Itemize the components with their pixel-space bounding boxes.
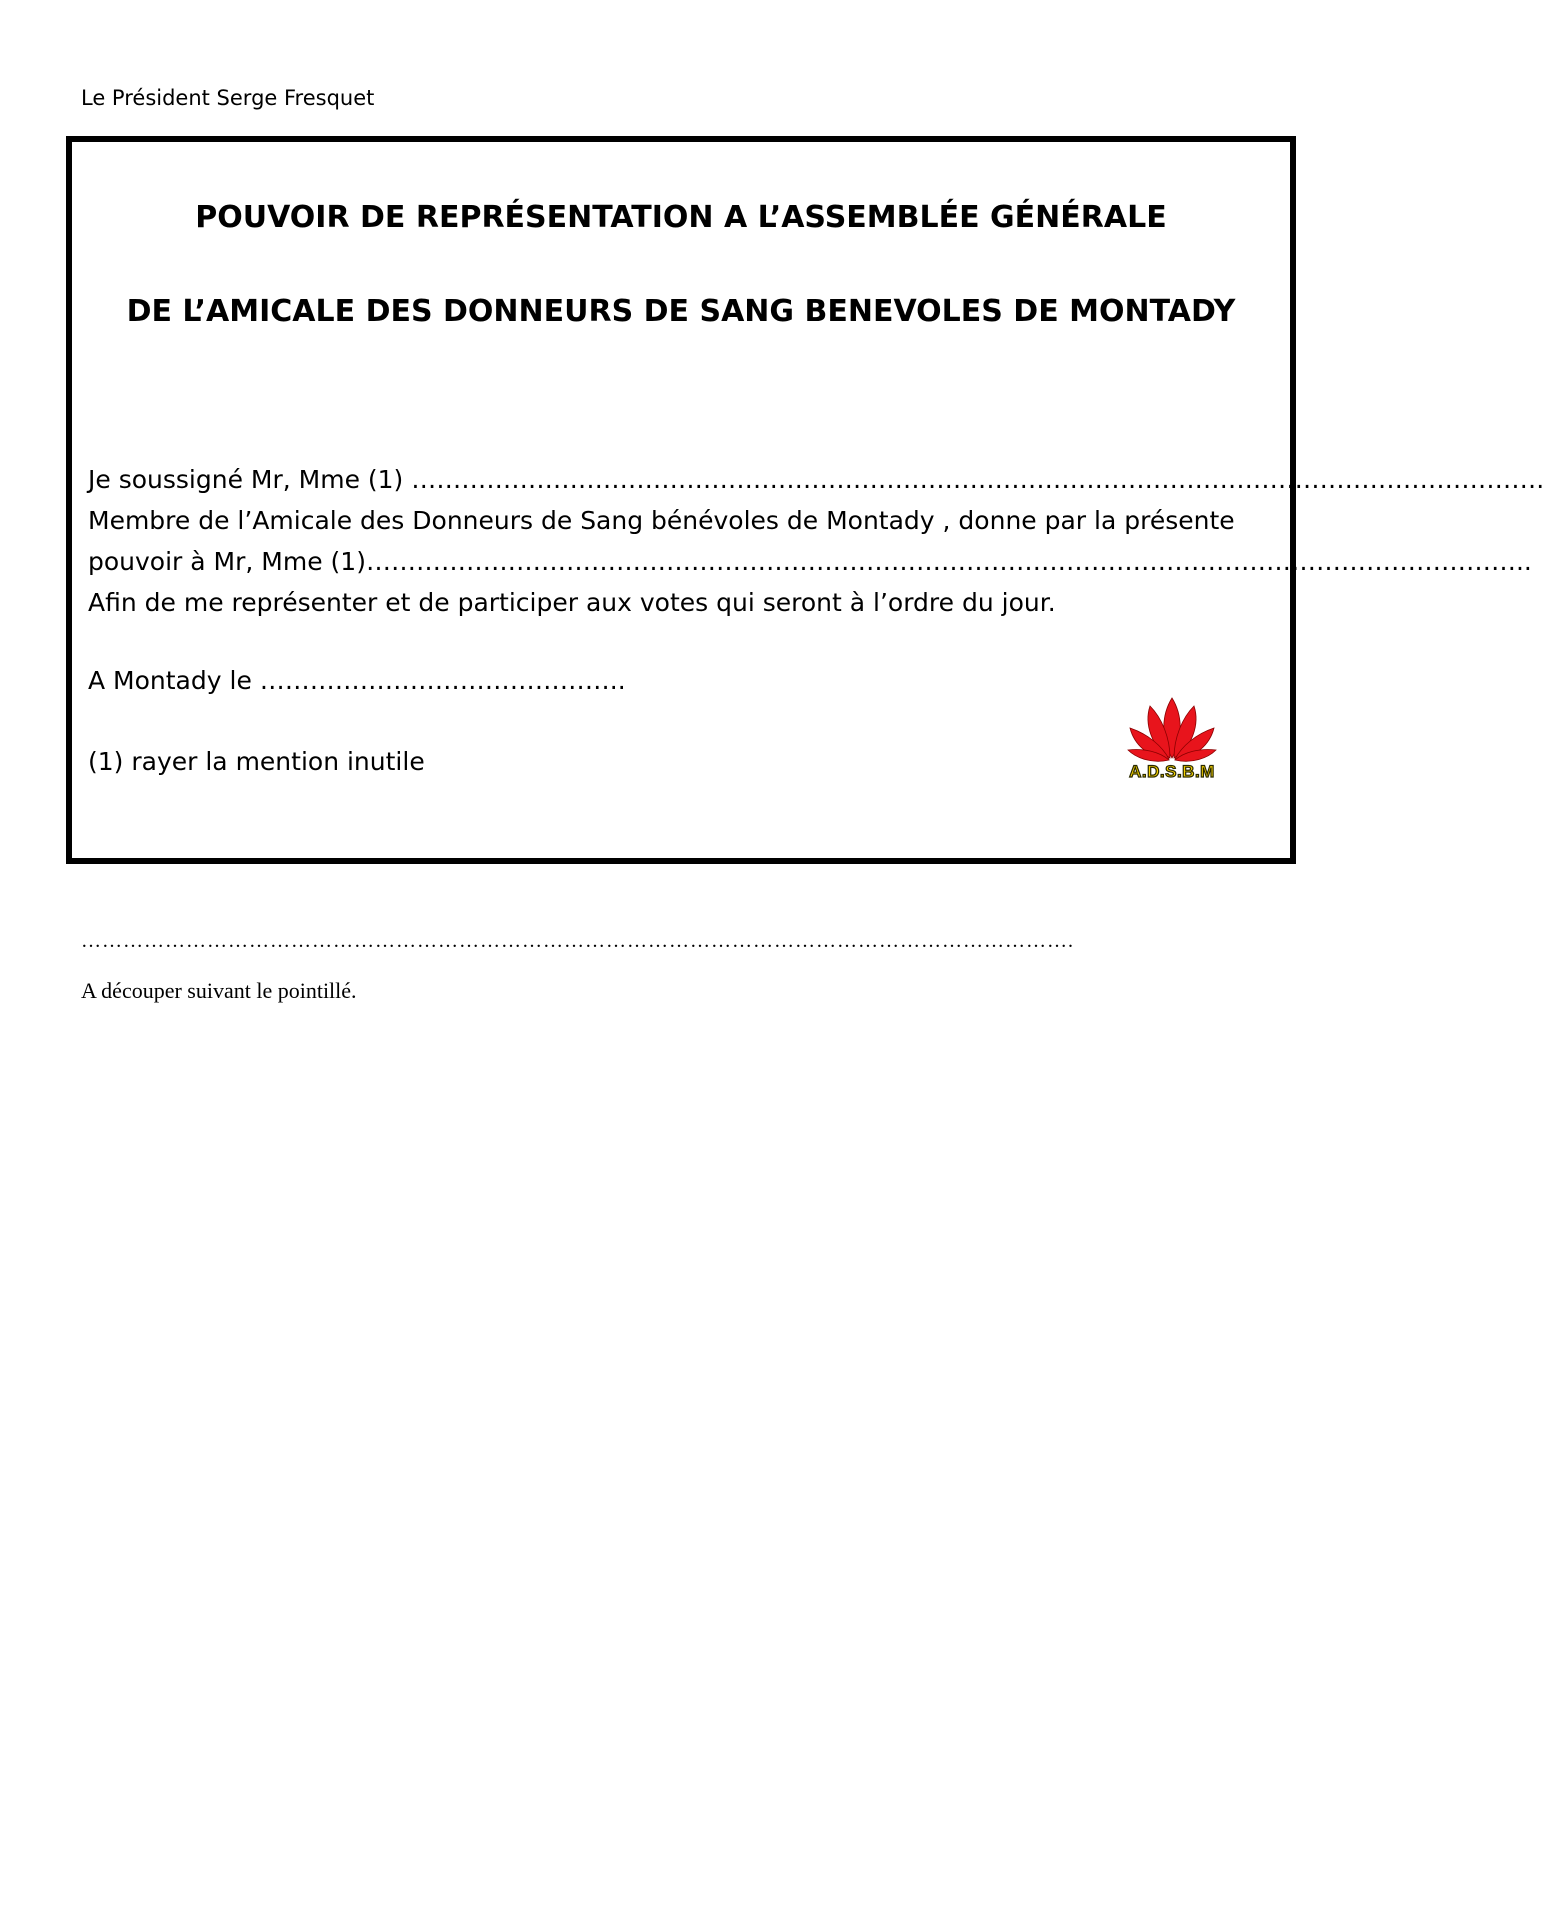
undersigned-line: Je soussigné Mr, Mme (1) ………………………………………………………………………………………………………………………. (88, 465, 1544, 494)
proxy-form-box (66, 136, 1544, 864)
purpose-line: Afin de me représenter et de participer aux votes qui seront à l’ordre du jour. (88, 588, 1056, 617)
cut-instruction: A découper suivant le pointillé. (81, 978, 357, 1003)
adsbm-logo (1122, 692, 1222, 792)
member-line: Membre de l’Amicale des Donneurs de Sang bénévoles de Montady , donne par la présente (88, 506, 1235, 535)
form-title-line-2: DE L’AMICALE DES DONNEURS DE SANG BENEVOLES DE MONTADY (126, 294, 1236, 329)
footnote: (1) rayer la mention inutile (88, 747, 425, 776)
form-title-line-1: POUVOIR DE REPRÉSENTATION A L’ASSEMBLÉE GÉNÉRALE (195, 200, 1167, 235)
logo-text: A.D.S.B.M (1129, 762, 1215, 781)
president-signature: Le Président Serge Fresquet (81, 86, 375, 110)
petal-flower-icon (1122, 692, 1222, 764)
proxy-holder-line: pouvoir à Mr, Mme (1)………………………………………………………………………………………………………………………….. (88, 547, 1532, 576)
dotted-cut-line: ……………………………………………………………………………………………………………………………. (81, 930, 1074, 952)
date-line: A Montady le …………………………………….. (88, 666, 626, 695)
